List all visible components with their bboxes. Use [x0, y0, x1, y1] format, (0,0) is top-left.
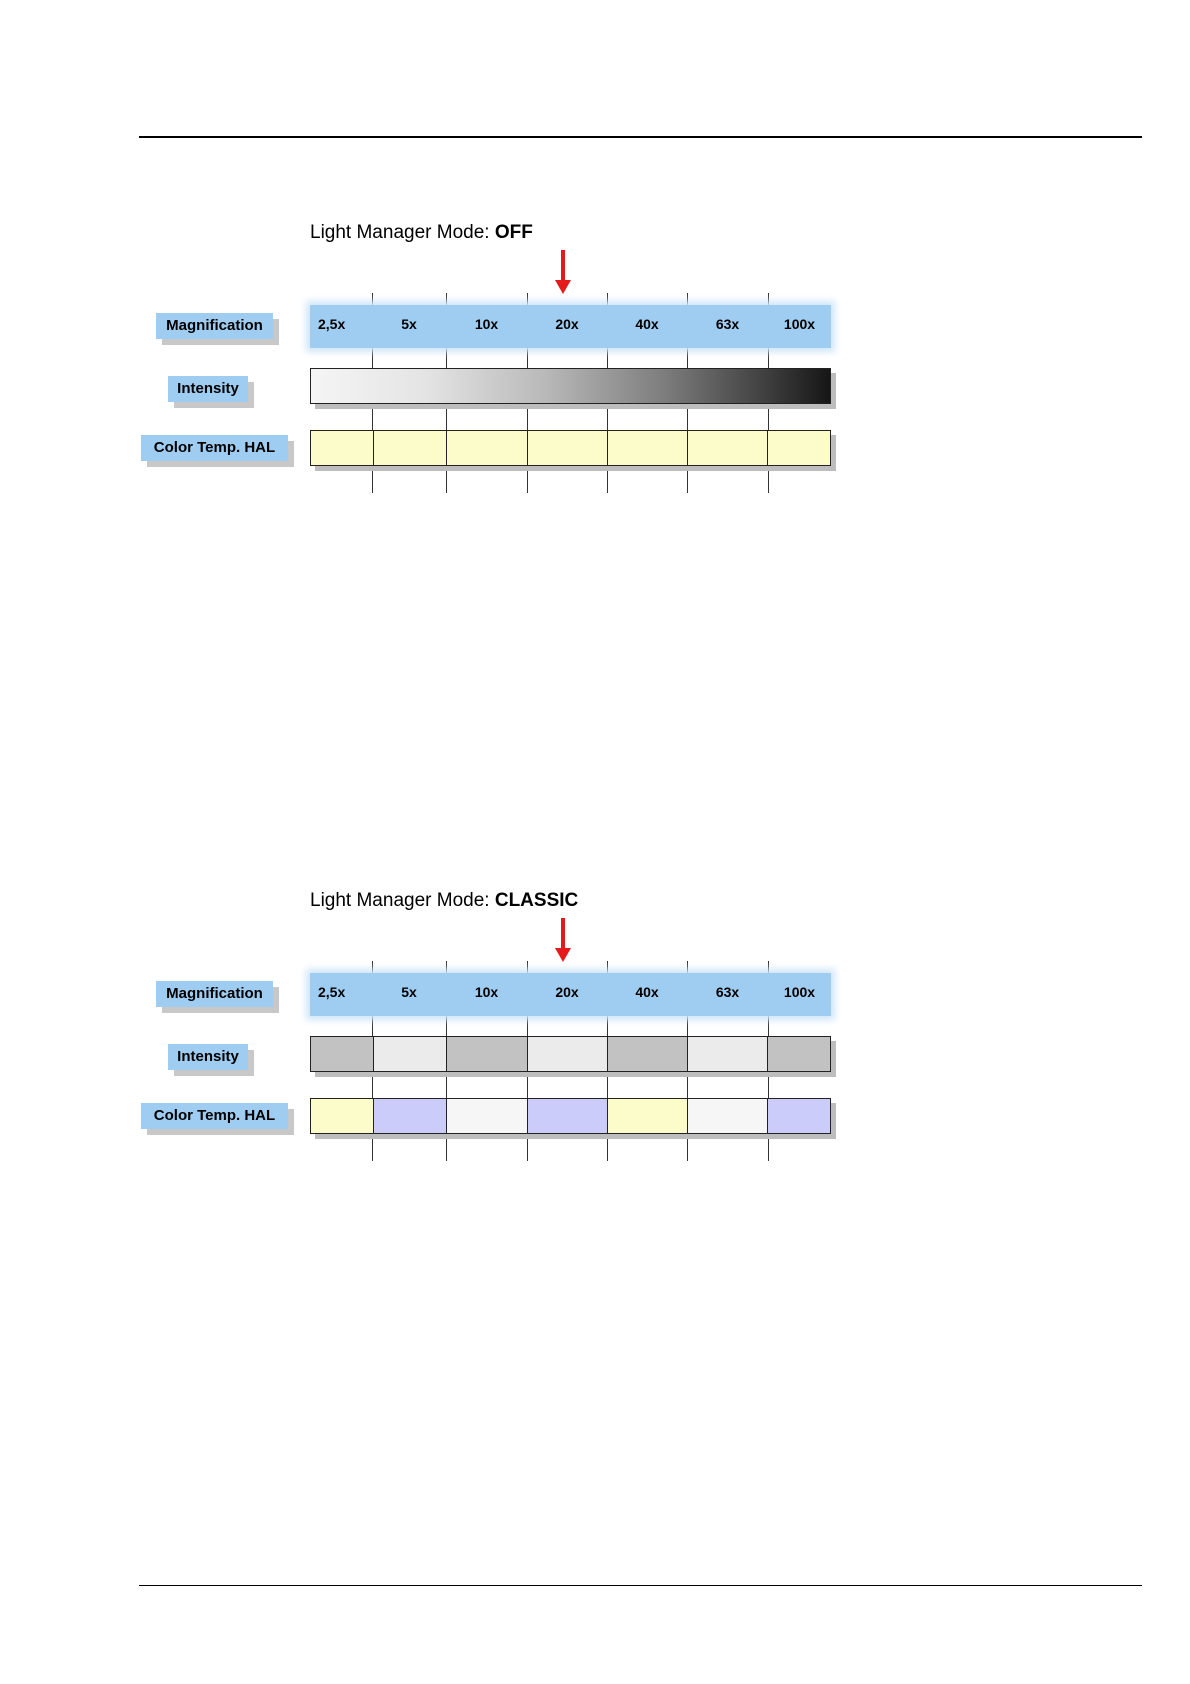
intensity-cell — [767, 369, 830, 403]
mode-value: OFF — [494, 222, 533, 243]
magnification-cell: 40x — [635, 984, 659, 1000]
intensity-strip — [310, 368, 831, 404]
intensity-label: Intensity — [168, 1044, 248, 1070]
magnification-cell: 5x — [401, 984, 417, 1000]
color-temp-strip — [310, 1098, 831, 1134]
bottom-rule — [139, 1585, 1142, 1586]
light-manager-diagram-off — [0, 222, 1190, 512]
color-temp-label: Color Temp. HAL — [141, 1103, 288, 1129]
light-manager-diagram-classic — [0, 890, 1190, 1180]
mode-value: CLASSIC — [494, 890, 579, 911]
color-temp-cell — [767, 431, 830, 465]
diagram-title — [310, 890, 578, 912]
intensity-cell — [446, 369, 527, 403]
color-temp-cell — [607, 431, 687, 465]
magnification-cell: 40x — [635, 316, 659, 332]
color-temp-cell — [311, 1099, 373, 1133]
intensity-cell — [373, 1037, 447, 1071]
magnification-cell: 2,5x — [318, 984, 346, 1000]
color-temp-cell — [446, 1099, 527, 1133]
intensity-cell — [373, 369, 447, 403]
magnification-cell: 100x — [783, 984, 816, 1000]
selected-magnification-arrow-icon — [555, 250, 571, 296]
magnification-strip — [310, 305, 831, 348]
magnification-cell: 10x — [474, 984, 499, 1000]
magnification-cell: 100x — [783, 316, 816, 332]
color-temp-label: Color Temp. HAL — [141, 435, 288, 461]
magnification-cell: 20x — [555, 984, 579, 1000]
intensity-cell — [687, 369, 768, 403]
intensity-label: Intensity — [168, 376, 248, 402]
color-temp-cell — [446, 431, 527, 465]
diagram-title — [310, 222, 533, 244]
intensity-cell — [527, 369, 607, 403]
color-temp-strip — [310, 430, 831, 466]
magnification-cell: 20x — [555, 316, 579, 332]
intensity-strip — [310, 1036, 831, 1072]
color-temp-cell — [687, 431, 768, 465]
intensity-cell — [527, 1037, 607, 1071]
intensity-cell — [607, 369, 687, 403]
color-temp-cell — [527, 1099, 607, 1133]
magnification-cell: 63x — [715, 984, 740, 1000]
color-temp-cell — [373, 431, 447, 465]
intensity-cell — [687, 1037, 768, 1071]
color-temp-cell — [311, 431, 373, 465]
magnification-cell: 10x — [474, 316, 499, 332]
magnification-cell: 63x — [715, 316, 740, 332]
color-temp-cell — [373, 1099, 447, 1133]
magnification-cell: 5x — [401, 316, 417, 332]
color-temp-cell — [527, 431, 607, 465]
top-rule — [139, 136, 1142, 138]
intensity-cell — [311, 1037, 373, 1071]
title-prefix: Light Manager Mode: — [310, 890, 495, 911]
magnification-label: Magnification — [156, 981, 273, 1007]
magnification-label: Magnification — [156, 313, 273, 339]
color-temp-cell — [687, 1099, 768, 1133]
intensity-cell — [311, 369, 373, 403]
magnification-cell: 2,5x — [318, 316, 346, 332]
intensity-cell — [446, 1037, 527, 1071]
color-temp-cell — [607, 1099, 687, 1133]
selected-magnification-arrow-icon — [555, 918, 571, 964]
intensity-cell — [607, 1037, 687, 1071]
color-temp-cell — [767, 1099, 830, 1133]
intensity-cell — [767, 1037, 830, 1071]
magnification-strip — [310, 973, 831, 1016]
title-prefix: Light Manager Mode: — [310, 222, 495, 243]
